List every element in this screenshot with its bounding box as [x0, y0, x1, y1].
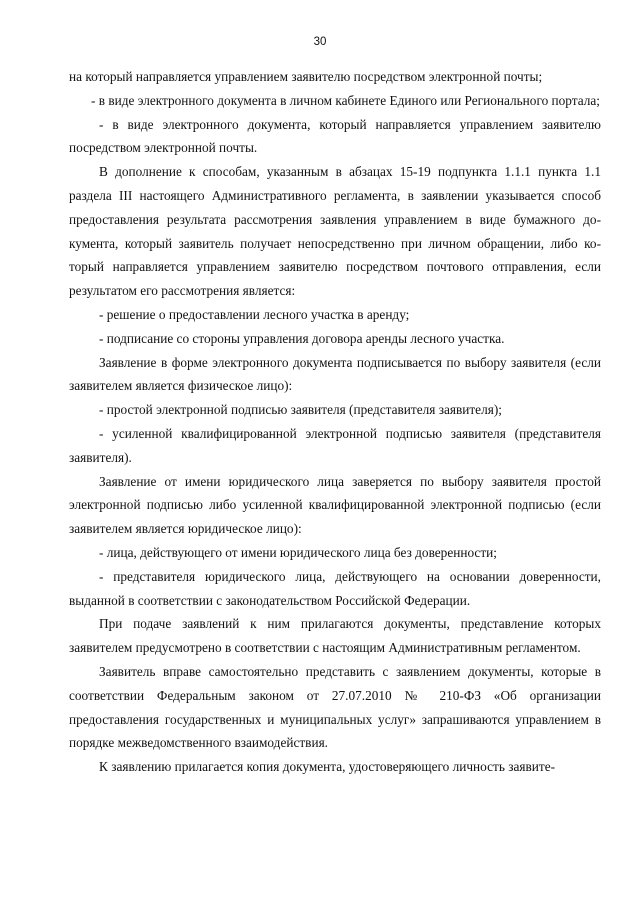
list-item-without-power-of-attorney: - лица, действующего от имени юридического лица без доверенности;: [99, 544, 497, 560]
paragraph-electronic-signature-individual: Заявление в форме электронного документа подписывается по выбору заявителя (если заявителем является физическое лицо):: [69, 354, 601, 394]
paragraph-interdepartmental: Заявитель вправе самостоятельно представить с заявлением документы, которые в соответствии Федеральным законом от 27.07.2010 № 210-ФЗ «Об организации предоставления государственных и муниципальных услуг» запрашиваются управлением в порядке межведомственного взаимодействия.: [69, 663, 601, 751]
list-item-personal-cabinet: - в виде электронного документа в личном кабинете Единого или Регионального портала;: [91, 92, 601, 108]
paragraph-identity-document: К заявлению прилагается копия документа, удостоверяющего личность заявите-: [99, 759, 556, 775]
list-item-lease-decision: - решение о предоставлении лесного участка в аренду;: [99, 306, 410, 322]
list-item-simple-signature: - простой электронной подписью заявителя (представителя заявителя);: [99, 402, 502, 418]
list-item-qualified-signature: - усиленной квалифицированной электронной подписью заявителя (представителя заявителя).: [69, 425, 601, 465]
paragraph-additional-methods: В дополнение к способам, указанным в абзацах 15-19 подпункта 1.1.1 пункта 1.1 раздела III настоящего Административного регламента, в заявлении указывается способ предоставления результата рассмотрения заявления управлением в виде бумажного документа, который заявитель получает непосредственно при личном обращении, либо который направляется управлением заявителю посредством почтового отправления, если результатом его рассмотрения является:: [69, 164, 601, 299]
list-item-email-document: - в виде электронного документа, который направляется управлением заявителю посредством электронной почты.: [69, 116, 601, 156]
document-body: [69, 65, 601, 779]
paragraph-continuation: на который направляется управлением заявителю посредством электронной почты;: [69, 69, 543, 84]
paragraph-legal-entity-signature: Заявление от имени юридического лица заверяется по выбору заявителя простой электронной подписью либо усиленной квалифицированной электронной подписью (если заявителем является юридическое лицо):: [69, 473, 601, 537]
page-number: 30: [313, 36, 327, 48]
list-item-lease-agreement: - подписание со стороны управления договора аренды лесного участка.: [99, 330, 505, 346]
list-item-representative: - представителя юридического лица, действующего на основании доверенности, выданной в соответствии с законодательством Российской Федерации.: [69, 568, 601, 608]
paragraph-attached-documents: При подаче заявлений к ним прилагаются документы, представление которых заявителем предусмотрено в соответствии с настоящим Административным регламентом.: [69, 616, 601, 656]
